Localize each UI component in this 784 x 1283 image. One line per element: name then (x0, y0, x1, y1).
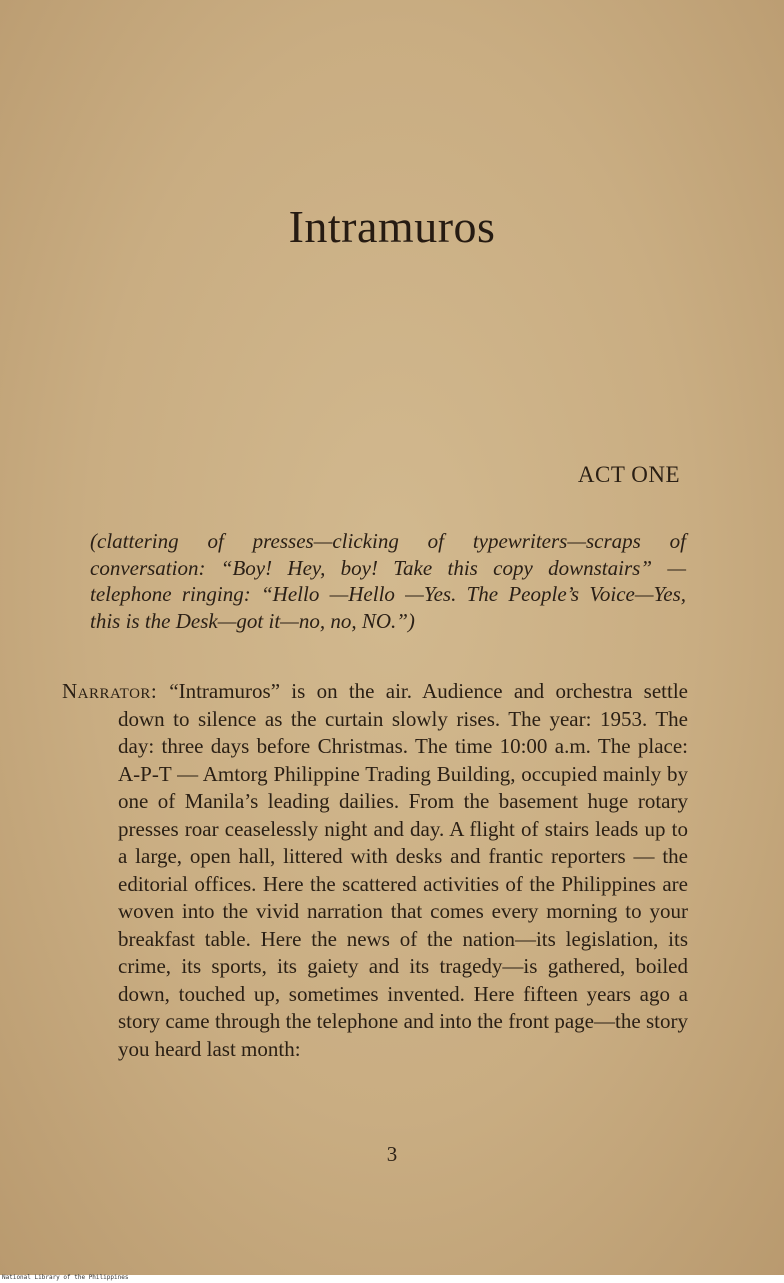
page-title: Intramuros (288, 201, 496, 252)
page-number: 3 (386, 1142, 398, 1166)
speaker-label: Narrator: (62, 679, 158, 703)
footer-bar (0, 1275, 784, 1283)
act-heading: ACT ONE (577, 462, 680, 487)
stage-direction: (clattering of presses—clicking of typewriters—scraps of conversation: “Boy! Hey, boy! Take this copy downstairs” —telephone ringing: “Hello —Hello —Yes. The People’s Voice—Yes, this is the Desk—got it—no, no, NO.”) (90, 529, 686, 633)
narration-text: “Intramuros” is on the air. Audience and orchestra settle down to silence as the curtain slowly rises. The year: 1953. The day: three days before Christmas. The time 10:00 a.m. The place: A-P-T — Amtorg Philippine Trading Building, occupied mainly by one of Manila’s leading dailies. From the basement huge rotary presses roar ceaselessly night and day. A flight of stairs leads up to a large, open hall, littered with desks and frantic reporters — the editorial offices. Here the scattered activities of the Philippines are woven into the vivid narration that comes every morning to your breakfast table. Here the news of the nation—its legislation, its crime, its sports, its gaiety and its tragedy—is gathered, boiled down, touched up, sometimes invented. Here fifteen years ago a story came through the telephone and into the front page—the story you heard last month: (118, 679, 688, 1061)
narration-paragraph (62, 678, 688, 1063)
footer-credit: National Library of the Philippines (2, 1274, 129, 1281)
